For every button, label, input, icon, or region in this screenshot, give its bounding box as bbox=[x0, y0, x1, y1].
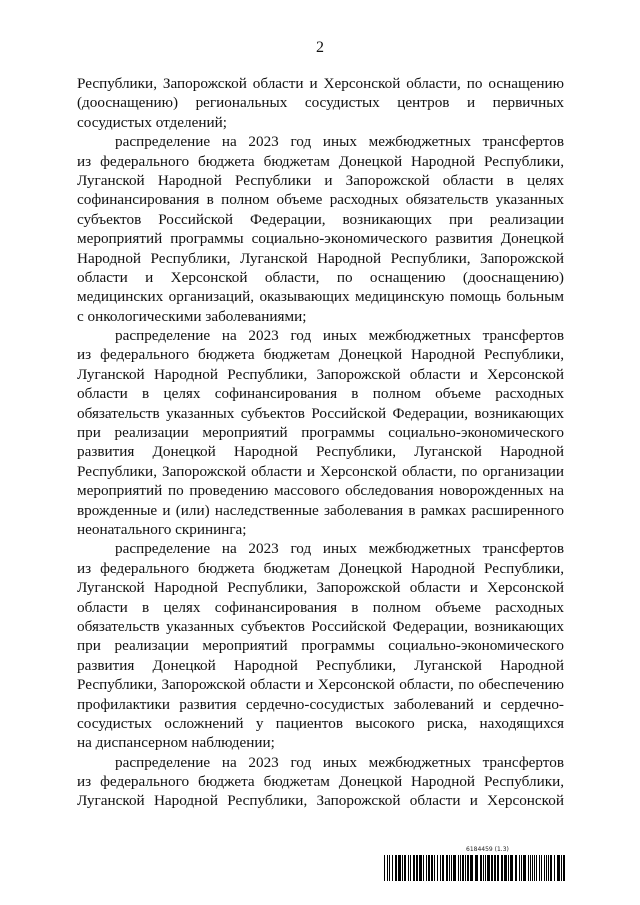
text-line: области в целях софинансирования в полном объеме расходных bbox=[77, 385, 564, 403]
text-line: из федерального бюджета бюджетам Донецкой Народной Республики, bbox=[77, 152, 564, 170]
text-line: сосудистых отделений; bbox=[77, 113, 227, 131]
text-line: области и Херсонской области, по оснащению (дооснащению) bbox=[77, 268, 564, 286]
text-line: обязательств указанных субъектов Российской Федерации, возникающих bbox=[77, 404, 564, 422]
text-line: (дооснащению) региональных сосудистых центров и первичных bbox=[77, 94, 564, 112]
text-line: Республики, Запорожской области и Херсонской области, по организации bbox=[77, 462, 564, 480]
text-line: при реализации мероприятий программы социально-экономического bbox=[77, 637, 564, 655]
barcode-icon bbox=[384, 855, 566, 881]
text-line: мероприятий программы социально-экономического развития Донецкой bbox=[77, 230, 564, 248]
text-line: на диспансерном наблюдении; bbox=[77, 734, 275, 752]
text-line: Луганской Народной Республики, Запорожской области и Херсонской bbox=[77, 579, 564, 597]
text-line: распределение на 2023 год иных межбюджетных трансфертов bbox=[115, 327, 564, 345]
text-line: сосудистых осложнений у пациентов высокого риска, находящихся bbox=[77, 714, 564, 732]
text-line: из федерального бюджета бюджетам Донецкой Народной Республики, bbox=[77, 559, 564, 577]
text-line: распределение на 2023 год иных межбюджетных трансфертов bbox=[115, 133, 564, 151]
text-line: мероприятий по проведению массового обследования новорожденных на bbox=[77, 482, 564, 500]
text-line: Луганской Народной Республики, Запорожской области и Херсонской bbox=[77, 365, 564, 383]
text-line: области в целях софинансирования в полном объеме расходных bbox=[77, 598, 564, 616]
text-line: из федерального бюджета бюджетам Донецкой Народной Республики, bbox=[77, 773, 564, 791]
text-line: софинансирования в полном объеме расходных обязательств указанных bbox=[77, 191, 564, 209]
text-line: медицинских организаций, оказывающих медицинскую помощь больным bbox=[77, 288, 564, 306]
text-line: Луганской Народной Республики и Запорожской области в целях bbox=[77, 171, 564, 189]
text-line: Республики, Запорожской области и Херсонской области, по обеспечению bbox=[77, 676, 564, 694]
text-line: Луганской Народной Республики, Запорожской области и Херсонской bbox=[77, 792, 564, 810]
text-line: профилактики развития сердечно-сосудистых заболеваний и сердечно- bbox=[77, 695, 564, 713]
barcode-label: 6184459 (1.3) bbox=[466, 846, 509, 853]
text-line: при реализации мероприятий программы социально-экономического bbox=[77, 424, 564, 442]
text-line: развития Донецкой Народной Республики, Луганской Народной bbox=[77, 443, 564, 461]
text-line: из федерального бюджета бюджетам Донецкой Народной Республики, bbox=[77, 346, 564, 364]
text-line: Республики, Запорожской области и Херсонской области, по оснащению bbox=[77, 75, 564, 92]
text-line: развития Донецкой Народной Республики, Луганской Народной bbox=[77, 656, 564, 674]
text-line: Народной Республики, Луганской Народной Республики, Запорожской bbox=[77, 249, 564, 267]
page-number: 2 bbox=[316, 39, 324, 56]
text-line: неонатального скрининга; bbox=[77, 520, 247, 538]
text-line: распределение на 2023 год иных межбюджетных трансфертов bbox=[115, 753, 564, 771]
text-line: распределение на 2023 год иных межбюджетных трансфертов bbox=[115, 540, 564, 558]
text-line: обязательств указанных субъектов Российской Федерации, возникающих bbox=[77, 617, 564, 635]
document-body bbox=[77, 74, 564, 811]
text-line: врожденные и (или) наследственные заболевания в рамках расширенного bbox=[77, 501, 564, 519]
text-line: с онкологическими заболеваниями; bbox=[77, 307, 307, 325]
text-line: субъектов Российской Федерации, возникающих при реализации bbox=[77, 210, 564, 228]
